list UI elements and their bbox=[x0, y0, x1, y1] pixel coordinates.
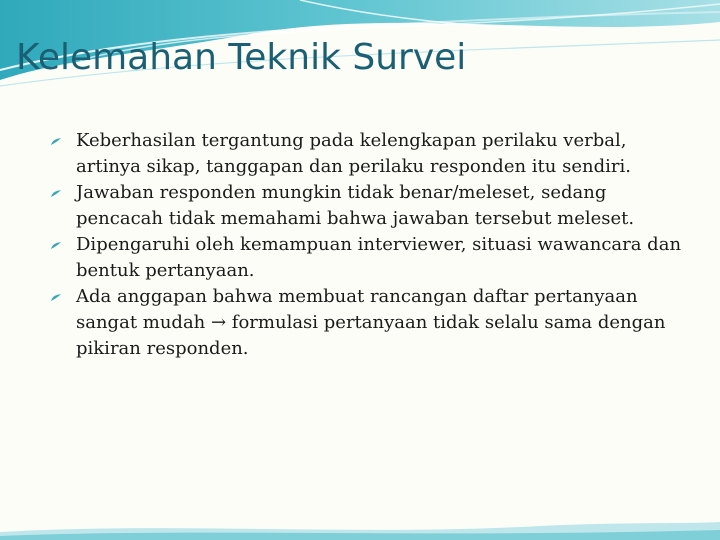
footer-wave-decoration bbox=[0, 516, 720, 540]
bullet-text: Jawaban responden mungkin tidak benar/meleset, sedang pencacah tidak memahami bahwa jawaban tersebut meleset. bbox=[76, 182, 635, 229]
bullet-list bbox=[62, 128, 682, 362]
list-item bbox=[62, 232, 682, 284]
list-item bbox=[62, 284, 682, 362]
wave-bullet-icon bbox=[50, 292, 62, 304]
list-item bbox=[62, 180, 682, 232]
slide-title: Kelemahan Teknik Survei bbox=[16, 37, 467, 78]
bullet-text: Dipengaruhi oleh kemampuan interviewer, situasi wawancara dan bentuk pertanyaan. bbox=[76, 234, 682, 281]
wave-bullet-icon bbox=[50, 136, 62, 148]
list-item bbox=[62, 128, 682, 180]
bullet-text: Keberhasilan tergantung pada kelengkapan perilaku verbal, artinya sikap, tanggapan dan perilaku responden itu sendiri. bbox=[76, 130, 631, 177]
wave-bullet-icon bbox=[50, 188, 62, 200]
bullet-text: Ada anggapan bahwa membuat rancangan daftar pertanyaan sangat mudah → formulasi pertanyaan tidak selalu sama dengan pikiran responden. bbox=[76, 286, 666, 359]
wave-bullet-icon bbox=[50, 240, 62, 252]
